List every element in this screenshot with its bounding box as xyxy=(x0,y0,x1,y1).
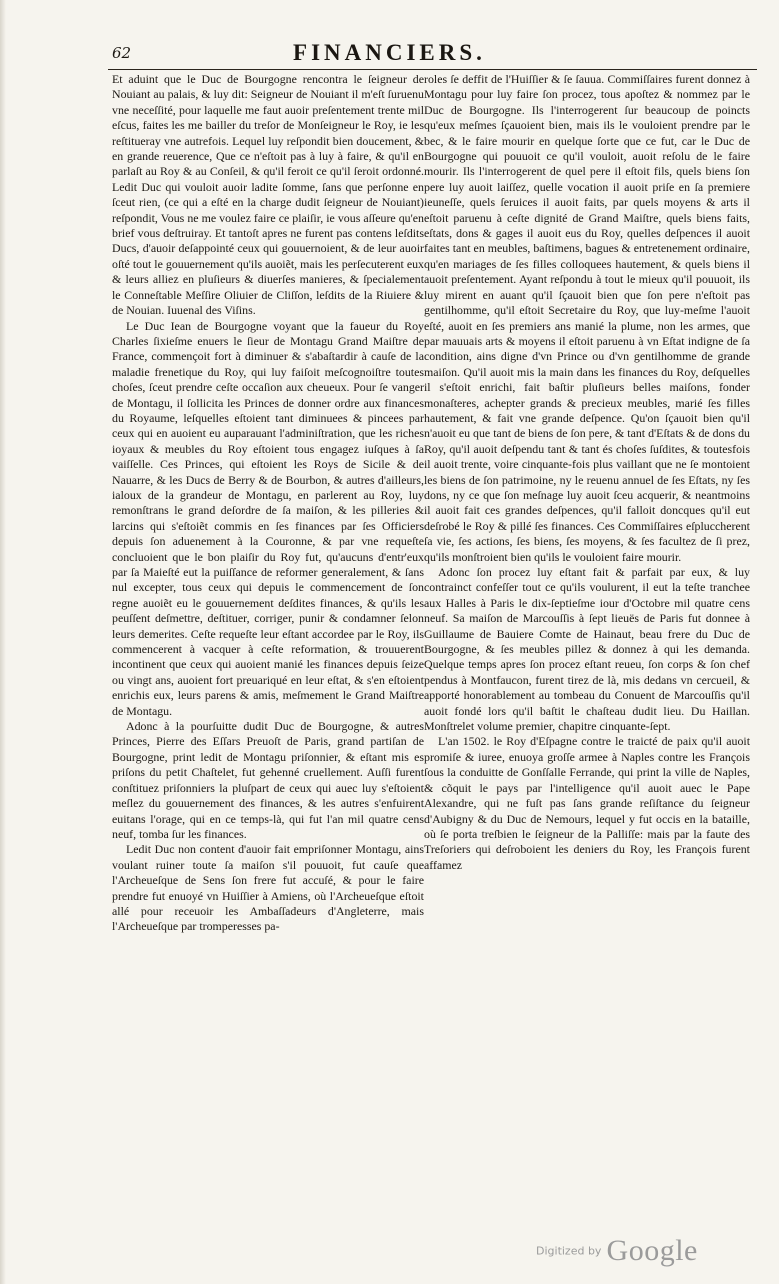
watermark-logo: Google xyxy=(606,1234,698,1267)
digitized-watermark xyxy=(536,1234,698,1268)
paragraph: L'an 1502. le Roy d'Eſpagne contre le traicté de paix qu'il auoit promiſe & iuree, enuoya groſſe armee à Naples contre les François ſous la conduitte de Gonſſalle Ferrande, qui print la ville de Naples, & cõquit le pays par l'intelligence qu'il auoit auec le Pape Alexandre, qui ne fuſt pas ſans grande reſiſtance du ſeigneur d'Aubigny & du Duc de Nemours, lequel y fut occis en la bataille, où ſe porta treſbien le ſeigneur de la Palliſſe: mais par la faute des Treſoriers qui deſroboient les deniers du Roy, les François furent affamez xyxy=(424,734,750,872)
paragraph: roles ſe deffit de l'Huiſſier & ſe ſauua. Commiſſaires furent donnez à Montagu pour luy faire ſon procez, tous apoſtez & nommez par le Duc de Bourgogne. Ils l'interrogerent ſur beaucoup de poincts qu'eux meſmes ſçauoient bien, mais ils le vouloient prendre par le bec, & le faire mourir en quelque ſorte que ce fut, car le Duc de Bourgogne qui pouuoit ce qu'il vouloit, auoit reſolu de le faire mourir. Ils l'interrogerent de quel pere il eſtoit fils, quels biens ſon pere luy auoit laiſſez, quelle vocation il auoit priſe en ſa premiere ieuneſſe, quels ſeruices il auoit faits, par quels moyens & arts il eſtoit paruenu à ceſte dignité de Grand Maiſtre, quels biens faits, eſtats, dons & gages il auoit eus du Roy, quelles deſpences il auoit faites tant en meubles, baſtimens, bagues & entretenement ordinaire, qu'en mariages de ſes filles colloquees hautement, & quels biens il auoit preſentement. Ayant reſpondu à tout le mieux qu'il pouuoit, ils luy mirent en auant qu'il ſçauoit bien que ſon pere n'eſtoit pas gentilhomme, qu'il eſtoit Secretaire du Roy, que luy-meſme l'auoit eſté, auoit en ſes premiers ans manié la plume, non les armes, que par mauuais arts & moyens il eſtoit paruenu à vn Eſtat indigne de ſa condition, ains digne d'vn Prince ou d'vn gentilhomme de grande maiſon. Qu'il auoit mis la main dans les finances du Roy, deſquelles il s'eſtoit enrichi, fait baſtir pluſieurs belles maiſons, fonder monaſteres, achepter grands & precieux meubles, marié ſes filles hautement, & fait vne grande deſpence. Qu'on ſçauoit bien qu'il n'auoit eu que tant de biens de ſon pere, & tant d'Eſtats & de dons du Roy, qu'il auoit deſpendu tant & tant és choſes ſuſdites, & toutesfois il auoit trente, voire cinquante-fois plus vaillant que ne ſe montoient les biens de ſon patrimoine, ny le reuenu annuel de ſes Eſtats, ny ſes dons, ny ce que ſon meſnage luy auoit ſceu acquerir, & neantmoins il auoit fait ces grandes deſpences, qu'il falloit doncques qu'il eut deſrobé le Roy & pillé ſes finances. Ces Commiſſaires eſpluccherent ſa vie, ſes actions, ſes biens, ſes moyens, & ſes facultez de ſi prez, qu'ils monſtroient bien qu'ils le vouloient faire mourir. xyxy=(424,72,750,564)
right-column xyxy=(424,72,750,1196)
paragraph: Le Duc Iean de Bourgogne voyant que la faueur du Roy Charles ſixieſme enuers le ſieur de Montagu Grand Maiſtre de France, commençoit fort à diminuer & s'abaſtardir à cauſe de la maladie frenetique du Roy, qui luy faiſoit meſcognoiſtre toutes choſes, ſceut prendre ceſte occaſion aux cheueux. Pour ſe vanger de Montagu, il ſollicita les Princes de donner ordre aux finances du Royaume, leſquelles eſtoient tant diminuees & pincees par ceux qui en auoient eu auparauant l'adminiſtration, que les riches ioyaux & meubles du Roy eſtoient tous engagez iuſques à ſa vaiſſelle. Ces Princes, qui eſtoient les Roys de Sicile & de Nauarre, & les Ducs de Berry & de Bourbon, & autres d'ailleurs, ialoux de la grandeur de Montagu, en parlerent au Roy, luy remonſtrans le grand deſordre de ſa maiſon, & les pilleries & larcins qui s'eſtoiẽt commis en ſes finances par ſes Officiers depuis ſon aduenement à la Couronne, & par vne requeſte concluoient que le bon plaiſir du Roy fut, qu'aucuns d'entr'eux par ſa Maieſté eut la puiſſance de reformer generalement, & ſans nul excepter, tous ceux qui depuis le commencement de ſon regne auoiẽt eu le gouuernement deſdites finances, & qu'ils les peuſſent deſmettre, deſtituer, corriger, punir & condamner ſelon leurs demerites. Ceſte requeſte leur eſtant accordee par le Roy, ils commencerent à vacquer à ceſte reformation, & trouuerent incontinent que ceux qui auoient manié les finances depuis ſeize ou vingt ans, auoient fort preuariqué en leur eſtat, & s'en eſtoient enrichis eux, leurs parens & amis, meſmement le Grand Maiſtre de Montagu. xyxy=(112,318,424,718)
watermark-prefix: Digitized by xyxy=(536,1244,602,1258)
left-column xyxy=(112,72,424,1192)
page-gutter-shadow xyxy=(0,0,6,1284)
page-number: 62 xyxy=(112,44,132,62)
running-head: FINANCIERS. xyxy=(293,40,486,65)
paragraph: Adonc à la pourſuitte dudit Duc de Bourgogne, & autres Princes, Pierre des Eſſars Preuoſt de Paris, grand partiſan de Bourgogne, print ledit de Montagu priſonnier, & eſtant mis es priſons du petit Chaſtelet, fut gehenné cruellement. Auſſi furent conſtituez priſonniers la pluſpart de ceux qui auec luy s'eſtoient meſlez du gouuernement des finances, & les autres s'enfuirent euitans l'orage, qui en ce temps-là, qui fut l'an mil quatre cens neuf, tomba ſur les finances. xyxy=(112,719,424,841)
paragraph: Ledit Duc non content d'auoir fait empriſonner Montagu, ains voulant ruiner toute ſa maiſon s'il pouuoit, fut cauſe que l'Archeueſque de Sens ſon frere fut accuſé, & pour le faire prendre fut enuoyé vn Huiſſier à Amiens, où l'Archeueſque eſtoit allé pour receuoir les Ambaſſadeurs d'Angleterre, mais l'Archeueſque par tromperesses pa- xyxy=(112,842,424,934)
paragraph: Adonc ſon procez luy eſtant fait & parfait par eux, & luy contrainct confeſſer tout ce qu'ils voulurent, il eut la teſte tranchee aux Halles à Paris le dix-ſeptieſme iour d'Octobre mil quatre cens neuf. Sa maiſon de Marcouſſis à ſept lieuës de Paris fut donnee à Guillaume de Bauiere Comte de Hainaut, beau frere du Duc de Bourgogne, & ſes meubles pillez & donnez à qui les demanda. Quelque temps apres ſon procez eſtant reueu, ſon corps & ſon chef pendus à Montfaucon, furent tirez de là, mis dedans vn cercueil, & apporté honorablement au tombeau du Conuent de Marcouſſis qu'il auoit fondé lors qu'il baſtit le chaſteau dudit lieu. Du Haillan. Monſtrelet volume premier, chapitre cinquante-ſept. xyxy=(424,565,750,734)
header-rule xyxy=(108,69,757,70)
paragraph: Et aduint que le Duc de Bourgogne rencontra le ſeigneur de Nouiant au palais, & luy dit: Seigneur de Nouiant il m'eſt ſuruenu vne neceſſité, pour laquelle me faut auoir preſentement trente mil eſcus, faites les me bailler du treſor de Monſeigneur le Roy, ie les reſtitueray vne autrefois. Lequel luy reſpondit bien doucement, & en grande reuerence, Que ce n'eſtoit pas à luy à faire, & qu'il en parlaſt au Roy & au Conſeil, & qu'il feroit ce qu'il ſeroit ordonné. Ledit Duc qui vouloit auoir ladite ſomme, ſans que perſonne en ſceut rien, (ce qui a eſté en la charge dudit ſeigneur de Nouiant) reſpondit, Vous ne me voulez faire ce plaiſir, ie vous aſſeure qu'en brief vous deſtruiray. Et tantoſt apres ne furent pas contens leſdits Ducs, d'auoir deſappointé ceux qui gouuernoient, & de leur auoir oſté tout le gouuernement qu'ils auoiẽt, mais les perſecuterent eux & leurs alliez en pluſieurs & diuerſes manieres, & ſpecialement le Conneſtable Meſſire Oliuier de Cliſſon, leſdits de la Riuiere & de Nouian. Iuuenal des Viſins. xyxy=(112,72,424,318)
